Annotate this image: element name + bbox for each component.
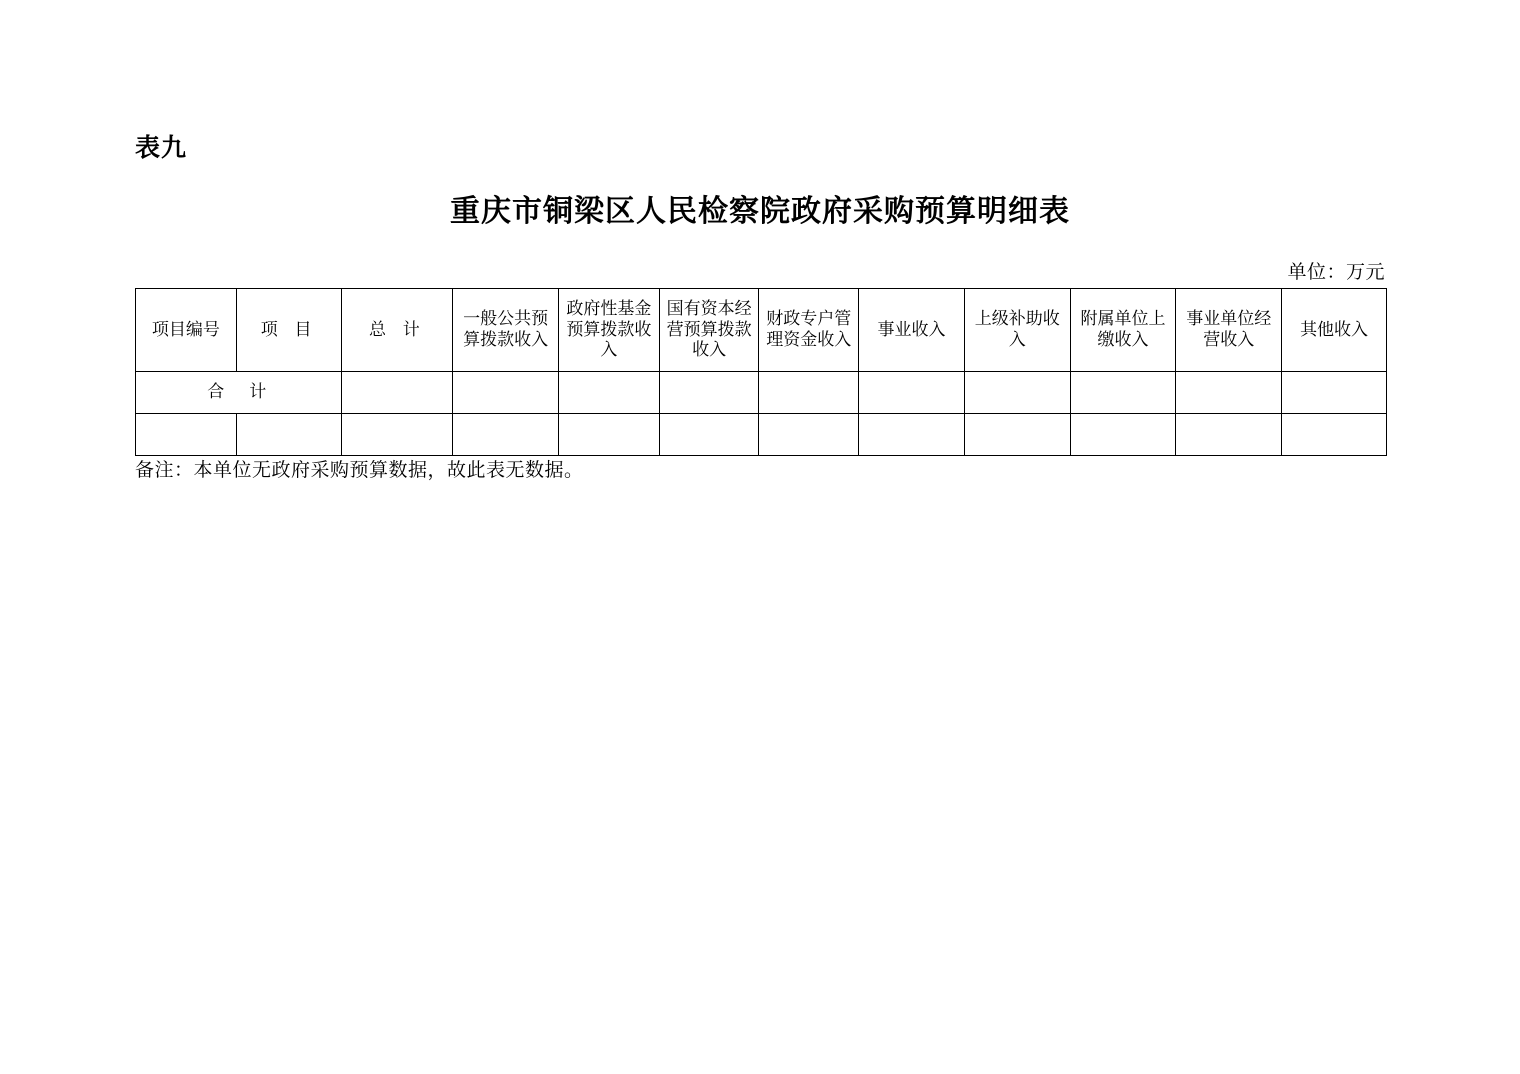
cell-project-code	[136, 414, 237, 456]
column-header-total: 总 计	[342, 289, 453, 372]
column-header-gov-fund-budget: 政府性基金预算拨款收入	[559, 289, 660, 372]
table-row	[136, 414, 1387, 456]
cell-total	[342, 414, 453, 456]
cell-gov-fund-budget	[559, 414, 660, 456]
cell-fiscal-account-funds	[759, 372, 859, 414]
cell-total	[342, 372, 453, 414]
cell-other-income	[1282, 414, 1387, 456]
column-header-fiscal-account-funds: 财政专户管理资金收入	[759, 289, 859, 372]
cell-superior-subsidy	[964, 372, 1070, 414]
cell-gov-fund-budget	[559, 372, 660, 414]
unit-note: 单位：万元	[1287, 262, 1385, 283]
column-header-project: 项 目	[236, 289, 342, 372]
column-header-state-capital-budget: 国有资本经营预算拨款收入	[659, 289, 759, 372]
cell-subordinate-payment	[1070, 414, 1176, 456]
cell-superior-subsidy	[964, 414, 1070, 456]
table-label: 表九	[135, 134, 188, 162]
table-footnote: 备注：本单位无政府采购预算数据，故此表无数据。	[135, 460, 584, 481]
table-header-row	[136, 289, 1387, 372]
column-header-operating-revenue: 事业收入	[859, 289, 965, 372]
cell-fiscal-account-funds	[759, 414, 859, 456]
cell-project	[236, 414, 342, 456]
column-header-business-operation-income: 事业单位经营收入	[1176, 289, 1282, 372]
cell-state-capital-budget	[659, 372, 759, 414]
cell-business-operation-income	[1176, 414, 1282, 456]
cell-subordinate-payment	[1070, 372, 1176, 414]
procurement-budget-table	[135, 288, 1387, 456]
table-row	[136, 372, 1387, 414]
row-label-total: 合 计	[136, 372, 342, 414]
column-header-project-code: 项目编号	[136, 289, 237, 372]
cell-general-public-budget	[453, 414, 559, 456]
column-header-superior-subsidy: 上级补助收入	[964, 289, 1070, 372]
column-header-subordinate-payment: 附属单位上缴收入	[1070, 289, 1176, 372]
page-title: 重庆市铜梁区人民检察院政府采购预算明细表	[450, 195, 1070, 228]
cell-general-public-budget	[453, 372, 559, 414]
column-header-general-public-budget: 一般公共预算拨款收入	[453, 289, 559, 372]
cell-state-capital-budget	[659, 414, 759, 456]
column-header-other-income: 其他收入	[1282, 289, 1387, 372]
cell-operating-revenue	[859, 414, 965, 456]
cell-operating-revenue	[859, 372, 965, 414]
cell-other-income	[1282, 372, 1387, 414]
cell-business-operation-income	[1176, 372, 1282, 414]
